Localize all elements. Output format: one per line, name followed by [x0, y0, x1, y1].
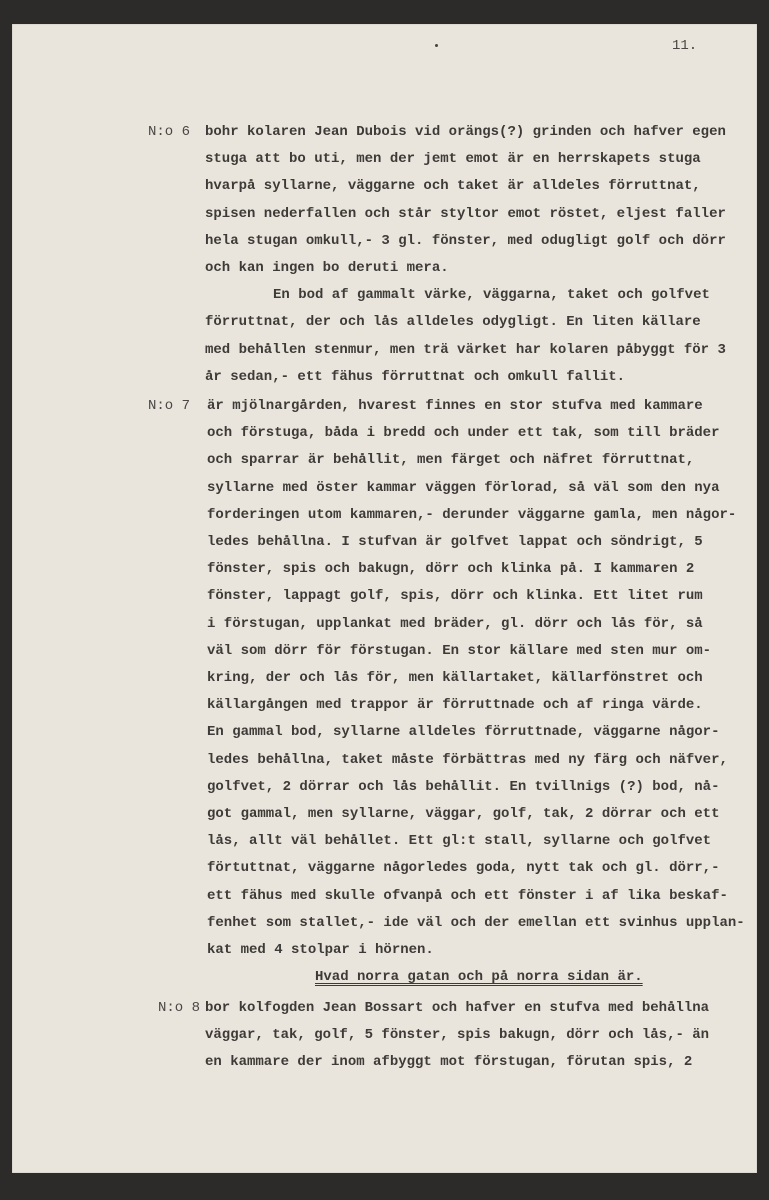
text-line: hela stugan omkull,- 3 gl. fönster, med odugligt golf och dörr [205, 232, 726, 249]
text-line: ledes behållna, taket måste förbättras med ny färg och näfver, [207, 751, 728, 768]
text-line: kring, der och lås för, men källartaket, källarfönstret och [207, 670, 703, 686]
text-line: fönster, lappagt golf, spis, dörr och klinka. Ett litet rum [207, 588, 703, 605]
indented-text-line: En bod af gammalt värke, väggarna, taket och golfvet [273, 287, 710, 304]
text-line: i förstugan, upplankat med bräder, gl. dörr och lås för, så [207, 615, 703, 632]
text-line: väl som dörr för förstugan. En stor källare med sten mur om- [207, 642, 712, 659]
text-line: lås, allt väl behållet. Ett gl:t stall, syllarne och golfvet [207, 833, 712, 850]
text-line: förruttnat, der och lås alldeles odygligt. En liten källare [205, 314, 701, 331]
text-line: källargången med trappor är förruttnade och af ringa värde. [207, 697, 703, 714]
entry-label: N:o 7 [148, 398, 191, 414]
text-line: är mjölnargården, hvarest finnes en stor stufva med kammare [207, 398, 703, 414]
text-line: en kammare der inom afbyggt mot förstugan, förutan spis, 2 [205, 1054, 693, 1071]
text-line: bohr kolaren Jean Dubois vid orängs(?) grinden och hafver egen [205, 124, 726, 140]
entry-label: N:o 8 [158, 1000, 201, 1016]
text-line: golfvet, 2 dörrar och lås behållit. En tvillnigs (?) bod, nå- [207, 778, 720, 795]
text-line: väggar, tak, golf, 5 fönster, spis bakugn, dörr och lås,- än [205, 1027, 710, 1044]
text-line: fenhet som stallet,- ide väl och der emellan ett svinhus upplan- [207, 914, 745, 931]
text-line: spisen nederfallen och står styltor emot röstet, eljest faller [205, 205, 726, 222]
text-line: och kan ingen bo deruti mera. [205, 260, 449, 276]
text-line: och sparrar är behållit, men färget och näfret förruttnat, [207, 452, 695, 469]
text-line: förtuttnat, väggarne någorledes goda, nytt tak och gl. dörr,- [207, 860, 720, 877]
text-line: syllarne med öster kammar väggen förlorad, så väl som den nya [207, 479, 720, 496]
text-line: fönster, spis och bakugn, dörr och klinka på. I kammaren 2 [207, 561, 695, 578]
text-line: bor kolfogden Jean Bossart och hafver en stufva med behållna [205, 1000, 710, 1016]
page-number: 11. [672, 38, 698, 54]
section-heading: Hvad norra gatan och på norra sidan är. [315, 969, 643, 985]
text-line: kat med 4 stolpar i hörnen. [207, 942, 434, 958]
text-line: med behållen stenmur, men trä värket har kolaren påbyggt för 3 [205, 341, 726, 358]
text-line: ett fähus med skulle ofvanpå och ett fönster i af lika beskaf- [207, 887, 728, 904]
text-line: och förstuga, båda i bredd och under ett tak, som till bräder [207, 425, 720, 442]
text-line: år sedan,- ett fähus förruttnat och omkull fallit. [205, 368, 626, 385]
ink-speck [435, 44, 438, 47]
text-line: stuga att bo uti, men der jemt emot är en herrskapets stuga [205, 151, 701, 168]
text-line: En gammal bod, syllarne alldeles förruttnade, väggarne någor- [207, 724, 720, 741]
text-line: forderingen utom kammaren,- derunder väggarne gamla, men någor- [207, 506, 737, 523]
text-line: got gammal, men syllarne, väggar, golf, tak, 2 dörrar och ett [207, 806, 720, 822]
text-line: ledes behållna. I stufvan är golfvet lappat och söndrigt, 5 [207, 534, 703, 550]
text-line: hvarpå syllarne, väggarne och taket är alldeles förruttnat, [205, 178, 701, 195]
entry-label: N:o 6 [148, 124, 191, 140]
